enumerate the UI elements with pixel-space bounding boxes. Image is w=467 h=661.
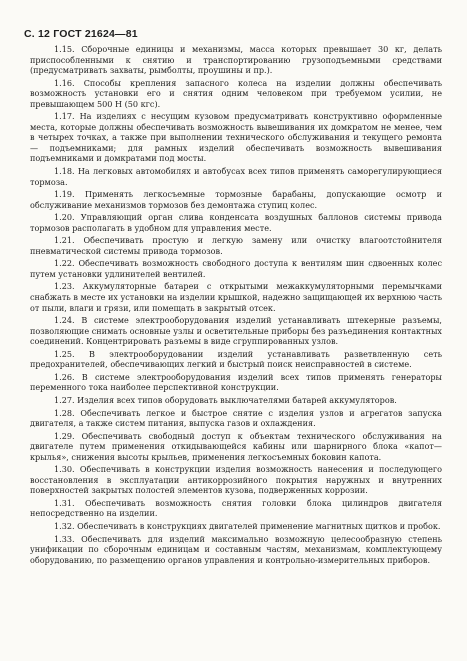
paragraph-1-19: 1.19. Применять легкосъемные тормозные барабаны, допускающие осмотр и обслуживание механизмов тормозов без демонтажа ступиц колес. bbox=[30, 189, 442, 210]
paragraph-1-31: 1.31. Обеспечивать возможность снятия головки блока цилиндров двигателя непосредственно на изделии. bbox=[30, 497, 442, 519]
document-body bbox=[30, 44, 442, 567]
paragraph-1-27: 1.27. Изделия всех типов оборудовать выключателями батарей аккумуляторов. bbox=[54, 394, 397, 405]
paragraph-1-28: 1.28. Обеспечивать легкое и быстрое снятие с изделия узлов и агрегатов запуска двигателя, а также систем питания, выпуска газов и охлаждения. bbox=[30, 407, 442, 429]
paragraph-1-24: 1.24. В системе электрооборудования изделий устанавливать штекерные разъемы, позволяющие снимать основные узлы и осветительные приборы без разъединения контактных соединений. Концентрировать разъемы в виде сгруппированных узлов. bbox=[30, 315, 442, 347]
paragraph-1-16: 1.16. Способы крепления запасного колеса на изделии должны обеспечивать возможность установки его и снятия одним человеком при требуемом усилии, не превышающем 500 Н (50 кгс). bbox=[30, 77, 442, 109]
paragraph-1-23: 1.23. Аккумуляторные батареи с открытыми межаккумуляторными перемычками снабжать в месте их установки на изделии крышкой, надежно защищающей их верхнюю часть от пыли, влаги и грязи, или помещать в закрытый отсек. bbox=[30, 281, 442, 313]
paragraph-1-30: 1.30. Обеспечивать в конструкции изделия возможность нанесения и последующего восстановления в эксплуатации антикоррозийного покрытия наружных и внутренних поверхностей закрытых полостей элементов кузова, подверженных коррозии. bbox=[30, 464, 442, 496]
paragraph-1-32: 1.32. Обеспечивать в конструкциях двигателей применение магнитных щитков и пробок. bbox=[54, 520, 441, 531]
paragraph-1-15: 1.15. Сборочные единицы и механизмы, масса которых превышает 30 кг, делать приспособленными к снятию и транспортированию грузоподъемными средствами (предусматривать захваты, рымболты, проушины и пр.). bbox=[30, 44, 442, 76]
paragraph-1-33: 1.33. Обеспечивать для изделий максимально возможную целесообразную степень унификации по сборочным единицам и составным частям, механизмам, комплектующему оборудованию, по размещению органов управления и контрольно-измерительных приборов. bbox=[30, 533, 442, 565]
paragraph-1-17: 1.17. На изделиях с несущим кузовом предусматривать конструктивно оформленные места, которые должны обеспечивать возможность вывешивания их домкратом не менее, чем в четырех точках, а также при выполнении технического обслуживания и текущего ремонта — подъемниками; для рамных изделий обеспечивать возможность вывешивания подъемниками и домкратами под мосты. bbox=[30, 111, 442, 164]
paragraph-1-21: 1.21. Обеспечивать простую и легкую замену или очистку влагоотстойнителя пневматической системы привода тормозов. bbox=[30, 235, 442, 256]
paragraph-1-20: 1.20. Управляющий орган слива конденсата воздушных баллонов системы привода тормозов располагать в удобном для управления месте. bbox=[30, 212, 442, 233]
paragraph-1-22: 1.22. Обеспечивать возможность свободного доступа к вентилям шин сдвоенных колес путем установки удлинителей вентилей. bbox=[30, 258, 442, 279]
paragraph-1-18: 1.18. На легковых автомобилях и автобусах всех типов применять саморегулирующиеся тормоза. bbox=[30, 166, 442, 187]
page-header: С. 12 ГОСТ 21624—81 bbox=[24, 28, 138, 40]
paragraph-1-25: 1.25. В электрооборудовании изделий устанавливать разветвленную сеть предохранителей, обеспечивающих легкий и быстрый поиск неисправностей в системе. bbox=[30, 348, 442, 370]
paragraph-1-26: 1.26. В системе электрооборудования изделий всех типов применять генераторы переменного тока наиболее перспективной конструкции. bbox=[30, 371, 442, 393]
paragraph-1-29: 1.29. Обеспечивать свободный доступ к объектам технического обслуживания на двигателе путем применения откидывающейся кабины или шарнирного блока «капот—крылья», снижения высоты крыльев, применения легкосъемных боковин капота. bbox=[30, 430, 442, 462]
